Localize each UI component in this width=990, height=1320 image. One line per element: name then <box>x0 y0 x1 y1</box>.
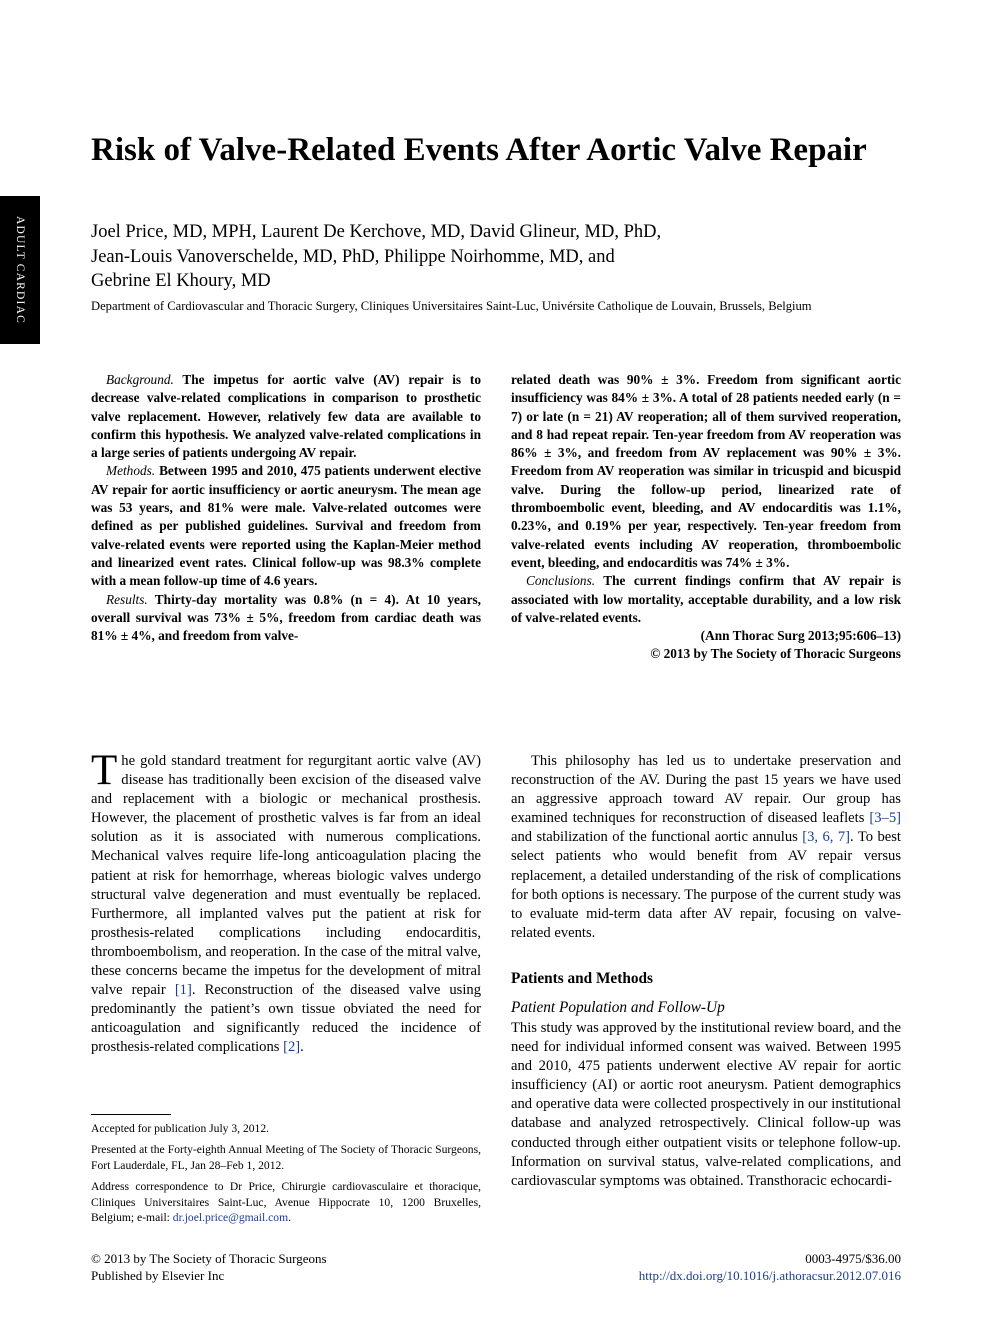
abstract-methods: Methods. Between 1995 and 2010, 475 patients underwent elective AV repair for aortic insufficiency or aortic aneurysm. The mean age was 53 years, and 81% were male. Valve-related outcomes were defined as per published guidelines. Survival and freedom from valve-related events were reported using the Kaplan-Meier method and linearized event rates. Clinical follow-up was 98.3% complete with a mean follow-up time of 4.6 years. <box>91 463 481 589</box>
abstract-label: Background. <box>106 372 174 387</box>
footer-issn: 0003-4975/$36.00 <box>805 1251 901 1266</box>
footer-copyright: © 2013 by The Society of Thoracic Surgeons <box>91 1251 327 1266</box>
footnotes <box>91 1121 481 1231</box>
author-line: Jean-Louis Vanoverschelde, MD, PhD, Philippe Noirhomme, MD, and <box>91 246 615 267</box>
section-tab-label: ADULT CARDIAC <box>14 216 26 324</box>
reference-link[interactable]: [3–5] <box>869 810 901 827</box>
intro-paragraph: The gold standard treatment for regurgitant aortic valve (AV) disease has traditionally been excision of the diseased valve and replacement with a biologic or mechanical prosthesis. However, the placement of prosthetic valves is far from an ideal solution as it is associated with numerous complications. Mechanical valves require life-long anticoagulation placing the patient at risk for hemorrhage, whereas biologic valves undergo structural valve degeneration and must eventually be replaced. Furthermore, all implanted valves put the patient at risk for prosthesis-related complications including endocarditis, thromboembolism, and reoperation. In the case of the mitral valve, these concerns became the impetus for the development of mitral valve repair [1]. Reconstruction of the diseased valve using predominantly the patient’s own tissue obviated the need for anticoagulation and significantly reduced the incidence of prosthesis-related complications [2]. <box>91 747 482 1056</box>
drop-cap: T <box>91 747 118 794</box>
footnote-accepted: Accepted for publication July 3, 2012. <box>91 1122 270 1135</box>
abstract-copyright: © 2013 by The Society of Thoracic Surgeons <box>650 646 901 662</box>
abstract-right-column <box>511 371 901 664</box>
abstract-results: Results. Thirty-day mortality was 0.8% (n = 4). At 10 years, overall survival was 73% ± 5%, freedom from cardiac death was 81% ± 4%, and freedom from valve- <box>91 591 481 644</box>
abstract-label: Methods. <box>106 463 156 479</box>
doi-link[interactable]: http://dx.doi.org/10.1016/j.athoracsur.2012.07.016 <box>638 1268 901 1283</box>
abstract-results-continued: related death was 90% ± 3%. Freedom from significant aortic insufficiency was 84% ± 3%. A total of 28 patients needed early (n = 7) or late (n = 21) AV reoperation; all of them survived reoperation, and 8 had repeat repair. Ten-year freedom from AV reoperation was 86% ± 3%, and freedom from AV replacement was 90% ± 3%. Freedom from AV reoperation was similar in tricuspid and bicuspid valve. During the follow-up period, linearized rate of thromboembolic event, bleeding, and AV endocarditis was 1.1%, 0.23%, and 0.19% per year, respectively. Ten-year freedom from valve-related events including AV reoperation, thromboembolic event, bleeding, and endocarditis was 74% ± 3%. <box>511 372 901 570</box>
abstract-label: Results. <box>106 591 148 607</box>
reference-link[interactable]: [3, 6, 7] <box>802 829 851 846</box>
author-list <box>91 220 891 294</box>
page-footer-right <box>639 1250 901 1284</box>
subsection-heading: Patient Population and Follow-Up <box>511 998 725 1016</box>
footer-publisher: Published by Elsevier Inc <box>91 1268 225 1283</box>
author-line: Gebrine El Khoury, MD <box>91 271 271 291</box>
author-line: Joel Price, MD, MPH, Laurent De Kerchove, MD, David Glineur, MD, PhD, <box>91 222 662 242</box>
journal-citation: (Ann Thorac Surg 2013;95:606–13) <box>700 628 901 644</box>
abstract-background: Background. The impetus for aortic valve (AV) repair is to decrease valve-related complications in comparison to prosthetic valve replacement. However, relatively few data are available to confirm this hypothesis. We analyzed valve-related complications in a large series of patients undergoing AV repair. <box>91 372 481 461</box>
section-tab <box>0 196 40 344</box>
abstract-conclusions: Conclusions. The current findings confirm that AV repair is associated with low mortality, acceptable durability, and a low risk of valve-related events. <box>511 573 901 625</box>
email-link[interactable]: dr.joel.price@gmail.com <box>172 1211 289 1225</box>
page-footer-left <box>91 1250 327 1284</box>
body-left-column <box>91 747 482 1058</box>
abstract-left-column <box>91 371 481 645</box>
footnote-divider <box>91 1114 171 1115</box>
abstract-label: Conclusions. <box>526 573 596 589</box>
body-right-column <box>511 752 901 1191</box>
section-heading: Patients and Methods <box>511 969 653 987</box>
footnote-presented: Presented at the Forty-eighth Annual Meeting of The Society of Thoracic Surgeons, Fort Lauderdale, FL, Jan 28–Feb 1, 2012. <box>91 1143 481 1172</box>
methods-paragraph: This study was approved by the institutional review board, and the need for individual informed consent was waived. Between 1995 and 2010, 475 patients underwent elective AV repair for aortic insufficiency (AI) or aortic root aneurysm. Patient demographics and operative data were collected prospectively in our institutional database and analyzed retrospectively. Clinical follow-up was conducted through either outpatient visits or telephone follow-up. Information on survival status, valve-related complications, and cardiovascular symptoms was obtained. Transthoracic echocardi- <box>511 1019 901 1189</box>
footnote-address: Address correspondence to Dr Price, Chirurgie cardiovasculaire et thoracique, Cliniques Universitaires Saint-Luc, Avenue Hippocrate 10, 1200 Bruxelles, Belgium; e-mail: dr.joel.price@gmail.com. <box>91 1180 481 1225</box>
reference-link[interactable]: [1] <box>174 982 192 999</box>
reference-link[interactable]: [2] <box>283 1039 301 1056</box>
affiliation: Department of Cardiovascular and Thoracic Surgery, Cliniques Universitaires Saint-Luc, Univérsite Catholique de Louvain, Brussels, Belgium <box>91 299 812 313</box>
intro-paragraph: This philosophy has led us to undertake preservation and reconstruction of the AV. During the past 15 years we have used an aggressive approach toward AV repair. Our group has examined techniques for reconstruction of diseased leaflets [3–5] and stabilization of the functional aortic annulus [3, 6, 7]. To best select patients who would benefit from AV repair versus replacement, a detailed understanding of the risk of complications for both options is necessary. The purpose of the current study was to evaluate mid-term data after AV repair, focusing on valve-related events. <box>511 753 901 941</box>
article-title: Risk of Valve-Related Events After Aortic Valve Repair <box>91 132 867 168</box>
